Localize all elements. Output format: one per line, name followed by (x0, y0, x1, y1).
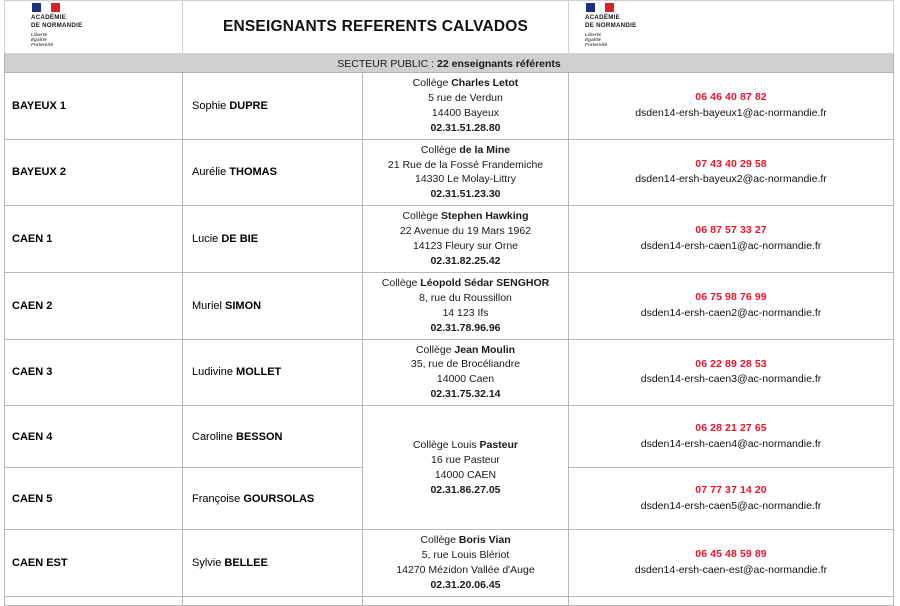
logo-right-wrapper (569, 3, 893, 51)
cell-contact (569, 272, 894, 339)
sector-band-row (5, 54, 894, 73)
street-line: 5 rue de Verdun (428, 91, 503, 104)
cell-contact (569, 73, 894, 140)
first-name: Sophie (192, 99, 230, 112)
college-name: Léopold Sédar SENGHOR (420, 276, 550, 289)
email-address[interactable]: dsden14-ersh-caen-est@ac-normandie.fr (634, 564, 828, 577)
cell-address-merged (363, 406, 569, 530)
city-line: 14400 Bayeux (431, 106, 500, 119)
cell-sector: CAEN 2 (5, 272, 183, 339)
mobile-phone[interactable]: 06 28 21 27 65 (695, 421, 767, 434)
cell-sector: BAYEUX 2 (5, 139, 183, 206)
header-logo-right-cell (569, 1, 894, 54)
college-line: Collège Jean Moulin (415, 343, 516, 356)
email-address[interactable]: dsden14-ersh-caen2@ac-normandie.fr (640, 306, 822, 319)
table-row[interactable] (5, 406, 894, 468)
college-name: Charles Letot (451, 77, 519, 89)
first-name: Caroline (192, 430, 237, 443)
college-name: Pasteur (479, 438, 519, 451)
cell-sector: CAEN 4 (5, 406, 183, 468)
cell-sector: CAEN 1 (5, 206, 183, 273)
email-address[interactable]: dsden14-ersh-caen5@ac-normandie.fr (640, 499, 822, 512)
table-row-clipped (5, 597, 894, 606)
french-flag-icon (586, 3, 614, 12)
cell-name (183, 73, 363, 140)
academie-normandie-logo-left (31, 3, 82, 47)
table-row[interactable] (5, 530, 894, 597)
city-line: 14330 Le Molay-Littry (415, 173, 516, 186)
mobile-phone[interactable]: 06 87 57 33 27 (695, 224, 767, 237)
city-line: 14270 Mézidon Vallée d'Auge (396, 564, 535, 577)
cell-contact (569, 139, 894, 206)
last-name: DUPRE (229, 99, 268, 112)
email-address[interactable]: dsden14-ersh-caen3@ac-normandie.fr (640, 373, 822, 386)
first-name: Aurélie (192, 166, 230, 179)
email-address[interactable]: dsden14-ersh-caen1@ac-normandie.fr (640, 240, 822, 253)
cell-name (183, 530, 363, 597)
page-title: ENSEIGNANTS REFERENTS CALVADOS (222, 18, 529, 35)
street-line: 21 Rue de la Fossé Frandemiche (387, 158, 544, 171)
table-row[interactable] (5, 339, 894, 406)
republic-motto-right: Liberté Égalité Fraternité (585, 31, 608, 48)
school-phone: 02.31.20.06.45 (430, 579, 501, 592)
cell-sector (5, 597, 183, 606)
last-name: GOURSOLAS (243, 492, 315, 505)
sector-band-text (337, 58, 561, 70)
college-line: Collège Léopold Sédar SENGHOR (381, 276, 550, 289)
last-name: SIMON (225, 299, 262, 312)
referents-table (4, 0, 894, 606)
cell-name (183, 139, 363, 206)
college-name: Boris Vian (458, 534, 511, 547)
street-line: 22 Avenue du 19 Mars 1962 (399, 225, 532, 238)
last-name: THOMAS (229, 166, 277, 179)
cell-name (183, 272, 363, 339)
cell-contact (569, 339, 894, 406)
logo-name-right: ACADÉMIE DE NORMANDIE (585, 13, 637, 29)
table-row[interactable] (5, 139, 894, 206)
mobile-phone[interactable]: 06 22 89 28 53 (695, 357, 767, 370)
cell-sector: CAEN 5 (5, 468, 183, 530)
republic-motto-left: Liberté Égalité Fraternité (31, 31, 54, 48)
college-name: Stephen Hawking (441, 210, 529, 223)
college-line: Collège Stephen Hawking (402, 210, 529, 223)
college-line: Collège Louis Pasteur (412, 438, 519, 451)
school-phone: 02.31.82.25.42 (430, 254, 501, 267)
city-line: 14123 Fleury sur Orne (412, 240, 519, 253)
first-name: Françoise (192, 492, 244, 505)
first-name: Muriel (192, 299, 226, 312)
cell-sector: CAEN 3 (5, 339, 183, 406)
street-line: 16 rue Pasteur (431, 453, 500, 466)
cell-address (363, 272, 569, 339)
sector-label: SECTEUR PUBLIC : (337, 58, 438, 70)
school-phone: 02.31.51.23.30 (430, 188, 501, 201)
last-name: BESSON (236, 430, 283, 443)
email-address[interactable]: dsden14-ersh-bayeux2@ac-normandie.fr (635, 173, 827, 186)
mobile-phone[interactable]: 06 46 40 87 82 (695, 91, 767, 104)
college-name: Jean Moulin (454, 343, 516, 356)
school-phone: 02.31.78.96.96 (430, 321, 501, 334)
college-line: Collège Boris Vian (420, 534, 511, 547)
logo-name-left: ACADÉMIE DE NORMANDIE (31, 13, 83, 29)
college-line: Collège Charles Letot (412, 77, 519, 89)
page-title-cell (183, 1, 569, 54)
mobile-phone[interactable]: 06 75 98 76 99 (695, 290, 767, 303)
table-row[interactable] (5, 73, 894, 140)
cell-address (363, 73, 569, 140)
email-address[interactable]: dsden14-ersh-bayeux1@ac-normandie.fr (635, 106, 827, 119)
cell-name (183, 206, 363, 273)
french-flag-icon (32, 3, 60, 12)
last-name: BELLEE (224, 557, 268, 570)
college-name: de la Mine (459, 143, 511, 156)
cell-contact (569, 597, 894, 606)
cell-contact (569, 530, 894, 597)
cell-address (363, 530, 569, 597)
table-row[interactable] (5, 206, 894, 273)
header-logo-left-cell (5, 1, 183, 54)
cell-contact (569, 406, 894, 468)
email-address[interactable]: dsden14-ersh-caen4@ac-normandie.fr (640, 437, 822, 450)
cell-name (183, 339, 363, 406)
city-line: 14 123 Ifs (442, 306, 489, 319)
sector-band-cell (5, 54, 894, 73)
street-line: 8, rue du Roussillon (419, 291, 512, 304)
sector-count: 22 enseignants référents (437, 58, 561, 70)
cell-sector: BAYEUX 1 (5, 73, 183, 140)
mobile-phone[interactable]: 06 45 48 59 89 (695, 548, 767, 561)
mobile-phone[interactable]: 07 77 37 14 20 (695, 483, 767, 496)
city-line: 14000 CAEN (434, 468, 497, 481)
cell-contact (569, 468, 894, 530)
cell-address (363, 597, 569, 606)
cell-contact (569, 206, 894, 273)
cell-address (363, 206, 569, 273)
academie-normandie-logo-right (585, 3, 636, 47)
table-row[interactable] (5, 272, 894, 339)
last-name: DE BIE (221, 233, 259, 246)
first-name: Lucie (192, 233, 222, 246)
cell-address (363, 139, 569, 206)
street-line: 35, rue de Brocéliandre (410, 358, 521, 371)
cell-sector: CAEN EST (5, 530, 183, 597)
first-name: Sylvie (192, 557, 225, 570)
table-header-row (5, 1, 894, 54)
logo-left-wrapper (5, 3, 182, 51)
mobile-phone[interactable]: 07 43 40 29 58 (695, 157, 767, 170)
school-phone: 02.31.86.27.05 (430, 483, 501, 496)
first-name: Ludivine (192, 366, 237, 379)
college-line: Collège de la Mine (420, 143, 511, 156)
street-line: 5, rue Louis Blériot (421, 549, 510, 562)
cell-name (183, 468, 363, 530)
school-phone: 02.31.75.32.14 (430, 388, 501, 401)
cell-name (183, 597, 363, 606)
cell-address (363, 339, 569, 406)
school-phone: 02.31.51.28.80 (430, 121, 501, 134)
city-line: 14000 Caen (436, 373, 495, 386)
cell-name (183, 406, 363, 468)
last-name: MOLLET (236, 366, 282, 379)
